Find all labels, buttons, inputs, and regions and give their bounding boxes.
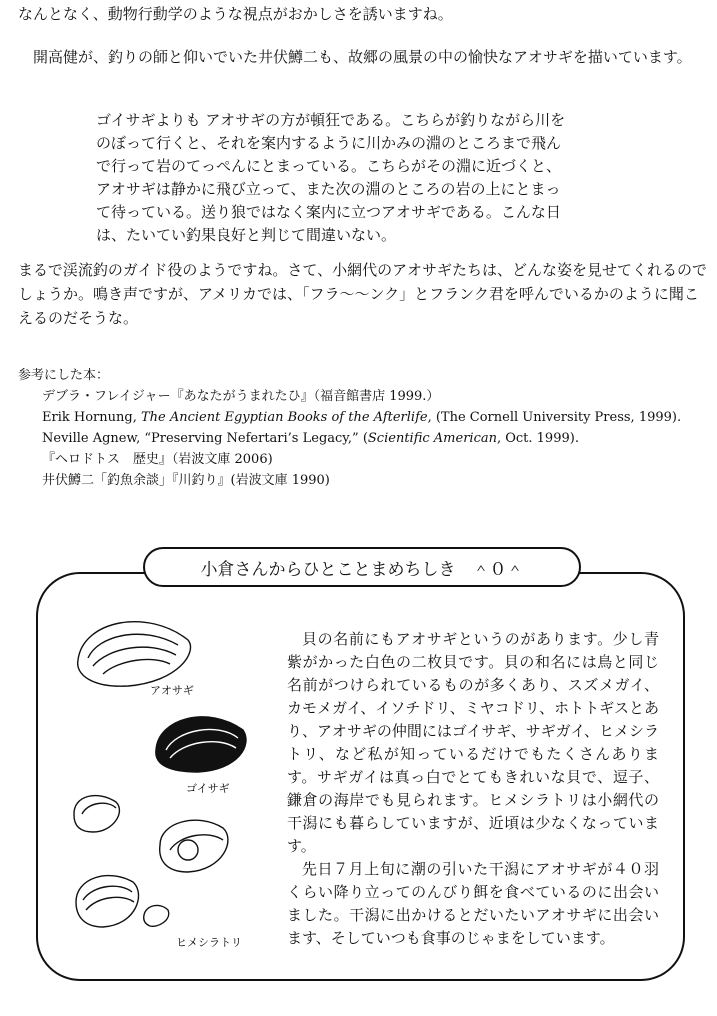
quote-line: アオサギは静かに飛び立って、また次の淵のところの岩の上にとまっ	[96, 180, 561, 198]
intro-paragraph: なんとなく、動物行動学のような視点がおかしさを誘いますね。	[18, 5, 453, 23]
quote-line: は、たいてい釣果良好と判じて間違いない。	[96, 226, 397, 244]
himeshiratori-shell-icon	[74, 796, 228, 927]
trivia-text	[287, 628, 659, 950]
trivia-paragraph: 先日７月上旬に潮の引いた干潟にアオサギが４０羽くらい降り立ってのんびり餌を食べているのに出会いました。干潟に出かけるとだいたいアオサギに出会います、そしていつも食事のじゃまをしています。	[287, 860, 659, 947]
reference-item: 『ヘロドトス 歴史』（岩波文庫 2006)	[42, 452, 273, 467]
trivia-paragraph: 貝の名前にもアオサギというのがあります。少し青紫がかった白色の二枚貝です。貝の和名には鳥と同じ名前がつけられているものが多くあり、スズメガイ、カモメガイ、イソチドリ、ミヤコドリ、ホトトギスとあり、アオサギの仲間にはゴイサギ、サギガイ、ヒメシラトリ、など私が知っているだけでもたくさんあります。サギガイは真っ白でとてもきれいな貝で、逗子、鎌倉の海岸でも見られます。ヒメシラトリは小網代の干潟にも暮らしていますが、近頃は少なくなっています。	[287, 630, 660, 855]
shell-illustrations	[58, 600, 273, 970]
goisagi-shell-icon	[156, 717, 246, 772]
quotation-block	[96, 109, 636, 247]
goisagi-label: ゴイサギ	[186, 782, 230, 795]
references-heading: 参考にした本：	[18, 368, 110, 383]
ibuse-paragraph: 開高健が、釣りの師と仰いでいた井伏鱒二も、故郷の風景の中の愉快なアオサギを描いています。	[33, 48, 692, 66]
quote-line: ゴイサギよりも アオサギの方が頓狂である。こちらが釣りながら川を	[96, 111, 566, 129]
guide-paragraph: まるで渓流釣のガイド役のようですね。さて、小網代のアオサギたちは、どんな姿を見せてくれるのでしょうか。鳴き声ですが、アメリカでは、「フラ〜〜ンク」とフランク君を呼んでいるかのように聞こえるのだそうな。	[18, 261, 707, 327]
quote-line: て待っている。送り狼ではなく案内に立つアオサギである。こんな日	[96, 203, 561, 221]
reference-item: Erik Hornung, The Ancient Egyptian Books of the Afterlife, (The Cornell University Press, 1999).	[42, 410, 682, 425]
book-title: The Ancient Egyptian Books of the Afterlife	[140, 410, 428, 425]
references	[18, 365, 708, 491]
trivia-title: 小倉さんからひとことまめちしき ＾０＾	[143, 547, 581, 587]
aosagi-label: アオサギ	[150, 684, 194, 697]
aosagi-shell-icon	[78, 622, 191, 687]
himeshiratori-label: ヒメシラトリ	[176, 936, 242, 949]
quote-line: で行って岩のてっぺんにとまっている。こちらがその淵に近づくと、	[96, 157, 562, 175]
journal-title: Scientific American	[367, 431, 497, 446]
reference-item: Neville Agnew, “Preserving Nefertari’s Legacy,” (Scientific American, Oct. 1999).	[42, 431, 579, 446]
reference-item: デブラ・フレイジャー『あなたがうまれたひ』（福音館書店 1999.）	[42, 389, 440, 404]
quote-line: のぼって行くと、それを案内するように川かみの淵のところまで飛ん	[96, 134, 562, 152]
reference-item: 井伏鱒二「釣魚余談」『川釣り』(岩波文庫 1990)	[42, 473, 330, 488]
